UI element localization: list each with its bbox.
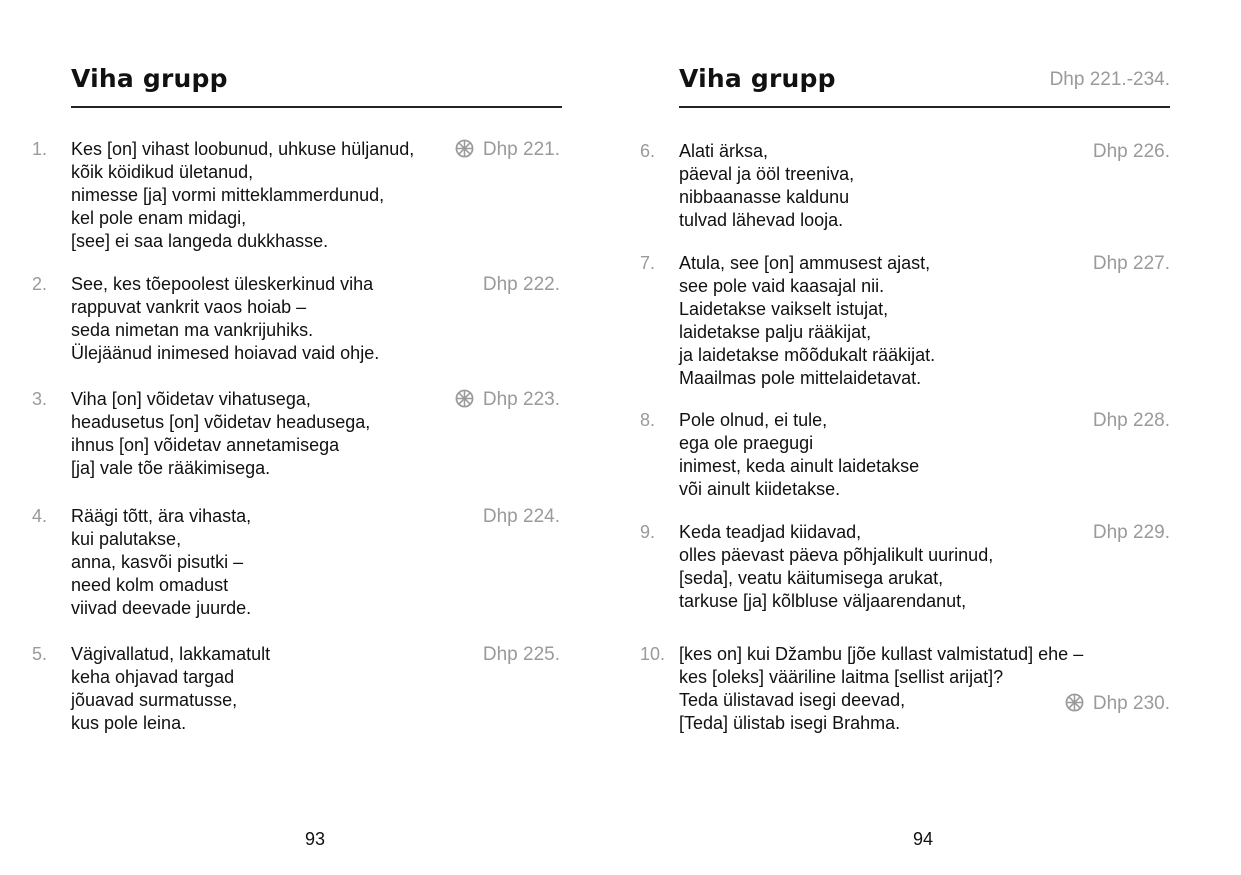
verse-reference: [455, 388, 560, 411]
title-rule: [71, 106, 562, 108]
verse-line: Keda teadjad kiidavad,: [679, 522, 862, 542]
verse-line: [see] ei saa langeda dukkhasse.: [71, 231, 329, 251]
verse-line: inimest, keda ainult laidetakse: [679, 456, 920, 476]
verse-number: 10.: [640, 644, 666, 664]
page-title: Viha grupp: [71, 64, 228, 93]
verse-line: tulvad lähevad looja.: [679, 210, 844, 230]
verse-line: olles päevast päeva põhjalikult uurinud,: [679, 545, 994, 565]
dharma-wheel-icon: [455, 389, 474, 408]
verse-line: kel pole enam midagi,: [71, 208, 247, 228]
reference-text: Dhp 221.: [482, 139, 560, 160]
verse-text: [71, 388, 370, 480]
verse-number: 6.: [640, 141, 656, 161]
verse-reference: [1093, 140, 1170, 163]
verse-line: päeval ja ööl treeniva,: [679, 164, 855, 184]
verse-line: need kolm omadust: [71, 575, 229, 595]
verse-number: 2.: [32, 274, 48, 294]
verse-line: [kes on] kui Džambu [jõe kullast valmistatud] ehe –: [679, 644, 1084, 664]
reference-text: Dhp 224.: [482, 506, 560, 527]
verse-line: nimesse [ja] vormi mitteklammerdunud,: [71, 185, 385, 205]
verse-line: seda nimetan ma vankrijuhiks.: [71, 320, 314, 340]
verse-number: 5.: [32, 644, 48, 664]
reference-text: Dhp 225.: [482, 644, 560, 665]
verse-text: [679, 140, 854, 232]
dharma-wheel-icon: [455, 139, 474, 158]
verse-line: Laidetakse vaikselt istujat,: [679, 299, 889, 319]
verse-reference: [483, 273, 560, 296]
verse-reference: [455, 138, 560, 161]
verse-line: keha ohjavad targad: [71, 667, 235, 687]
verse-line: headusetus [on] võidetav headusega,: [71, 412, 371, 432]
title-rule: [679, 106, 1170, 108]
verse-line: [seda], veatu käitumisega arukat,: [679, 568, 944, 588]
verse-line: ega ole praegugi: [679, 433, 814, 453]
reference-text: Dhp 226.: [1092, 141, 1170, 162]
left-page: [0, 0, 620, 875]
verse-line: Ülejäänud inimesed hoiavad vaid ohje.: [71, 343, 380, 363]
verse-line: rappuvat vankrit vaos hoiab –: [71, 297, 307, 317]
verse-line: Atula, see [on] ammusest ajast,: [679, 253, 931, 273]
verse-line: ihnus [on] võidetav annetamisega: [71, 435, 340, 455]
verse-text: [71, 643, 270, 735]
verse-line: Vägivallatud, lakkamatult: [71, 644, 271, 664]
verse-text: [71, 138, 414, 253]
verse-line: tarkuse [ja] kõlbluse väljaarendanut,: [679, 591, 967, 611]
verse-line: Kes [on] vihast loobunud, uhkuse hüljanud,: [71, 139, 415, 159]
verse-number: 3.: [32, 389, 48, 409]
verse-line: Viha [on] võidetav vihatusega,: [71, 389, 311, 409]
verse-line: anna, kasvõi pisutki –: [71, 552, 244, 572]
verse-reference: [1093, 252, 1170, 275]
verse-range: Dhp 221.-234.: [1049, 69, 1170, 90]
reference-text: Dhp 227.: [1092, 253, 1170, 274]
verse-line: [Teda] ülistab isegi Brahma.: [679, 713, 901, 733]
verse-reference: [1093, 521, 1170, 544]
verse-line: või ainult kiidetakse.: [679, 479, 841, 499]
verse-reference: [483, 505, 560, 528]
verse-line: Teda ülistavad isegi deevad,: [679, 690, 906, 710]
verse-number: 9.: [640, 522, 656, 542]
right-page: [620, 0, 1241, 875]
verse-reference: [1093, 409, 1170, 432]
verse-line: [ja] vale tõe rääkimisega.: [71, 458, 271, 478]
verse-number: 8.: [640, 410, 656, 430]
verse-text: [679, 643, 1083, 735]
verse-line: kõik köidikud ületanud,: [71, 162, 254, 182]
verse-line: Maailmas pole mittelaidetavat.: [679, 368, 922, 388]
verse-line: Alati ärksa,: [679, 141, 769, 161]
reference-text: Dhp 229.: [1092, 522, 1170, 543]
verse-text: [71, 273, 379, 365]
reference-text: Dhp 230.: [1092, 693, 1170, 714]
verse-reference: [1065, 692, 1170, 715]
verse-text: [679, 252, 935, 390]
verse-number: 4.: [32, 506, 48, 526]
verse-line: kui palutakse,: [71, 529, 182, 549]
verse-line: kus pole leina.: [71, 713, 187, 733]
reference-text: Dhp 228.: [1092, 410, 1170, 431]
verse-text: [679, 521, 993, 613]
reference-text: Dhp 223.: [482, 389, 560, 410]
verse-line: Räägi tõtt, ära vihasta,: [71, 506, 252, 526]
verse-line: viivad deevade juurde.: [71, 598, 252, 618]
verse-line: See, kes tõepoolest üleskerkinud viha: [71, 274, 374, 294]
page-title: Viha grupp: [679, 64, 836, 93]
reference-text: Dhp 222.: [482, 274, 560, 295]
verse-line: jõuavad surmatusse,: [71, 690, 238, 710]
verse-text: [679, 409, 919, 501]
verse-line: Pole olnud, ei tule,: [679, 410, 828, 430]
verse-line: laidetakse palju rääkijat,: [679, 322, 872, 342]
verse-number: 7.: [640, 253, 656, 273]
page-number: 93: [305, 829, 326, 849]
verse-number: 1.: [32, 139, 48, 159]
verse-line: ja laidetakse mõõdukalt rääkijat.: [679, 345, 936, 365]
dharma-wheel-icon: [1065, 693, 1084, 712]
verse-line: kes [oleks] vääriline laitma [sellist arijat]?: [679, 667, 1004, 687]
page-number: 94: [913, 829, 934, 849]
verse-text: [71, 505, 251, 620]
verse-line: see pole vaid kaasajal nii.: [679, 276, 885, 296]
verse-line: nibbaanasse kaldunu: [679, 187, 850, 207]
verse-reference: [483, 643, 560, 666]
